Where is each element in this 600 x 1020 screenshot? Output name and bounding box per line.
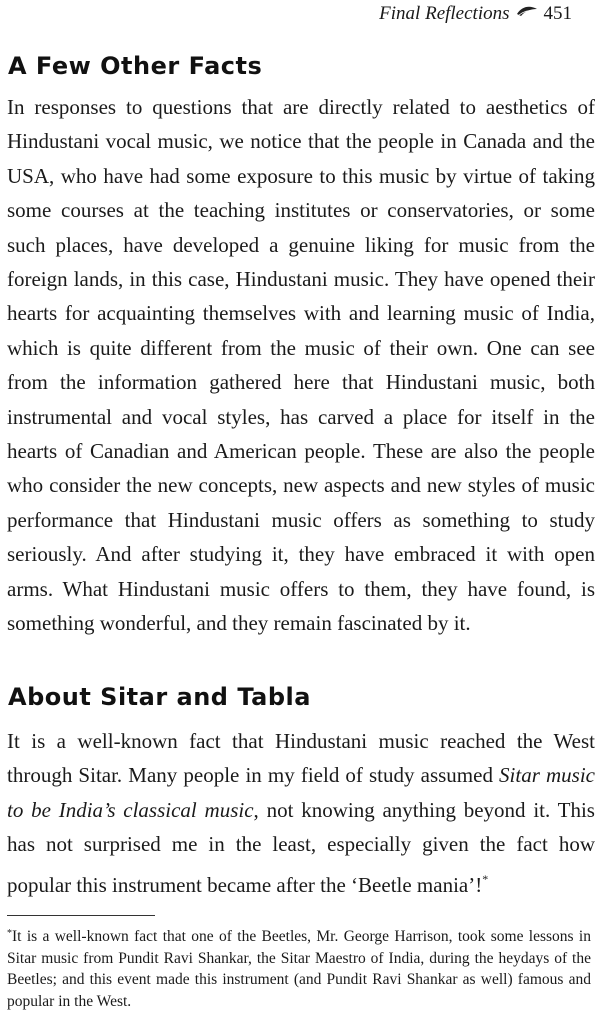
footnote-reference: * bbox=[482, 871, 489, 886]
footnote-text: It is a well-known fact that one of the Beetles, Mr. George Harrison, took some lessons in Sitar music from Pundit Ravi Shankar, the Sitar Maestro of India, during the heydays of the Beetles; and this event made this instrument (and Pundit Ravi Shankar as well) famous and popular in the West. bbox=[7, 928, 591, 1010]
footnote-divider bbox=[7, 915, 155, 916]
body-text-italic: Sitar music to be India’s classical music bbox=[7, 763, 595, 822]
running-header-title: Final Reflections bbox=[379, 3, 510, 24]
body-text-part1: It is a well-known fact that Hindustani music reached the West through Sitar. Many people in my field of study assumed bbox=[7, 729, 595, 788]
footnote-marker: * bbox=[7, 928, 12, 939]
section-heading-sitar-tabla: About Sitar and Tabla bbox=[8, 683, 311, 711]
footnote bbox=[7, 923, 591, 1012]
page-number: 451 bbox=[543, 3, 572, 24]
body-text-part2: , not knowing anything beyond it. This has not surprised me in the least, especially given the fact how popular this instrument became after the ‘Beetle mania’! bbox=[7, 797, 595, 897]
body-paragraph-facts: In responses to questions that are directly related to aesthetics of Hindustani vocal music, we notice that the people in Canada and the USA, who have had some exposure to this music by virtue of taking some courses at the teaching institutes or conservatories, or some such places, have developed a genuine liking for music from the foreign lands, in this case, Hindustani music. They have opened their hearts for acquainting themselves with and learning music of India, which is quite different from the music of their own. One can see from the information gathered here that Hindustani music, both instrumental and vocal styles, has carved a place for itself in the hearts of Canadian and American people. These are also the people who consider the new concepts, new aspects and new styles of music performance that Hindustani music offers as something to study seriously. And after studying it, they have embraced it with open arms. What Hindustani music offers to them, they have found, is something wonderful, and they remain fascinated by it. bbox=[7, 95, 595, 636]
leaf-ornament-icon bbox=[516, 5, 538, 22]
body-paragraph-sitar bbox=[7, 724, 595, 902]
running-header bbox=[379, 3, 572, 25]
section-heading-facts: A Few Other Facts bbox=[8, 52, 263, 80]
